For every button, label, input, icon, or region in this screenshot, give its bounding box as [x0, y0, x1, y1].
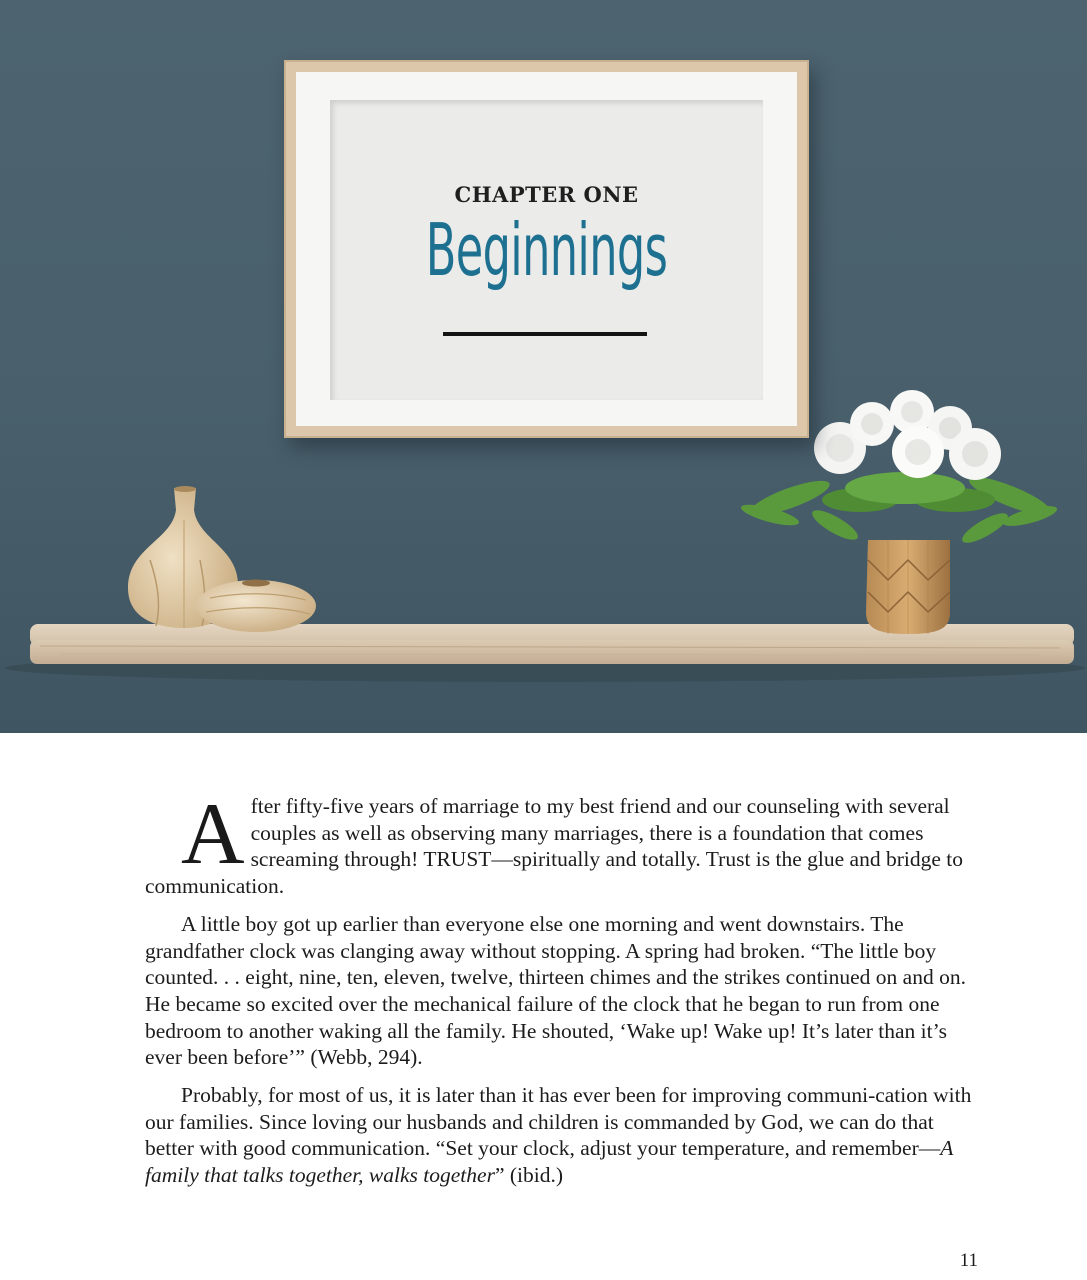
- picture-frame: [284, 60, 809, 438]
- paragraph-1: [145, 786, 977, 900]
- page-number: 11: [959, 1250, 978, 1271]
- paragraph-3: [145, 1082, 977, 1189]
- chapter-label: CHAPTER ONE: [454, 182, 639, 207]
- frame-print: [330, 100, 763, 400]
- paragraph-3-italic-quote: A family that talks together, walks together: [145, 1136, 954, 1188]
- title-underline: [443, 332, 647, 336]
- paragraph-3-text-end: ” (ibid.): [494, 1163, 563, 1188]
- paragraph-1-text: fter fifty-five years of marriage to my best friend and our counseling with several couples as well as observing many marriages, there is a foundation that comes screaming through! TRUST—spiritually and totally. Trust is the glue and bridge to communication.: [145, 794, 963, 899]
- chapter-body: [145, 786, 977, 1200]
- chapter-title: Beginnings: [425, 208, 668, 292]
- drop-cap: A: [181, 786, 245, 883]
- paragraph-2: A little boy got up earlier than everyone else one morning and went downstairs. The grandfather clock was clanging away without stopping. A spring had broken. “The little boy counted. . . eight, nine, ten, eleven, twelve, thirteen chimes and the strikes continued on and on. He became so excited over the mechanical failure of the clock that he began to run from one bedroom to another waking all the family. He shouted, ‘Wake up! Wake up! It’s later than it’s ever been before’” (Webb, 294).: [145, 911, 966, 1070]
- frame-mat: [296, 72, 797, 426]
- greenery-icon: [739, 470, 1059, 548]
- gold-pot-icon: [866, 540, 950, 634]
- paragraph-3-text-start: Probably, for most of us, it is later than it has ever been for improving communi-cation with our families. Since loving our husbands and children is commanded by God, we can do that better with good communication. “Set your clock, adjust your temperature, and remember—: [145, 1083, 972, 1161]
- white-roses-icon: [814, 390, 1001, 480]
